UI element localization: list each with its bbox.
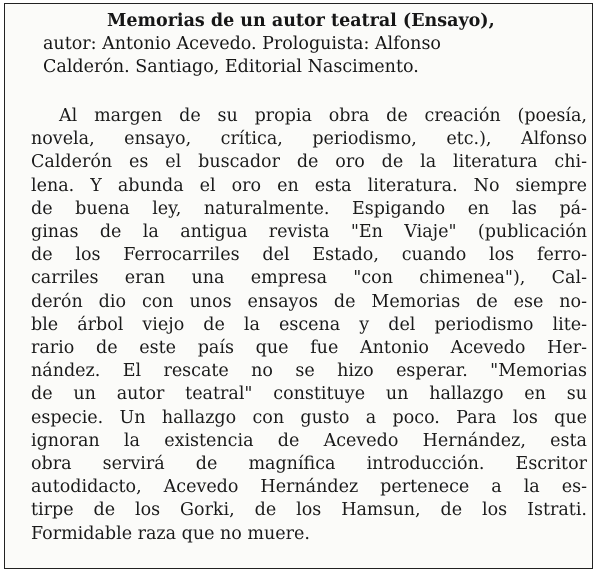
- review-line: de los Ferrocarriles del Estado, cuando los ferro-: [31, 245, 587, 266]
- review-line: ginas de la antigua revista "En Viaje" (publicación: [31, 222, 587, 243]
- review-line: ble árbol viejo de la escena y del periodismo lite-: [31, 314, 587, 335]
- review-line: Formidable raza que no muere.: [31, 523, 310, 544]
- review-line: carriles eran una empresa "con chimenea"), Cal-: [31, 268, 587, 289]
- review-line: de un autor teatral" constituye un hallazgo en su: [31, 384, 587, 405]
- review-line: especie. Un hallazgo con gusto a poco. Para los que: [31, 407, 587, 428]
- review-line: lena. Y abunda el oro en esta literatura. No siempre: [31, 175, 587, 196]
- review-line: derón dio con unos ensayos de Memorias de ese no-: [31, 291, 587, 312]
- review-body-text: [31, 105, 587, 546]
- book-publisher-line: Calderón. Santiago, Editorial Nascimento.: [43, 57, 419, 77]
- book-reference-header: [43, 10, 583, 79]
- review-line: Al margen de su propia obra de creación (poesía,: [59, 106, 587, 126]
- review-line: de buena ley, naturalmente. Espigando en las pá-: [31, 198, 587, 219]
- review-line: nández. El rescate no se hizo esperar. "Memorias: [31, 361, 587, 382]
- book-author-line: autor: Antonio Acevedo. Prologuista: Alfonso: [43, 34, 441, 54]
- review-line: Calderón es el buscador de oro de la literatura chi-: [31, 152, 587, 173]
- review-line: rario de este país que fue Antonio Acevedo Her-: [31, 338, 587, 359]
- newspaper-clipping: [4, 3, 593, 569]
- review-line: novela, ensayo, crítica, periodismo, etc.), Alfonso: [31, 129, 587, 150]
- review-line: tirpe de los Gorki, de los Hamsun, de los Istrati.: [31, 500, 587, 521]
- review-line: autodidacto, Acevedo Hernández pertenece a la es-: [31, 477, 587, 498]
- review-line: ignoran la existencia de Acevedo Hernández, esta: [31, 430, 587, 451]
- review-line: obra servirá de magnífica introducción. Escritor: [31, 454, 587, 475]
- book-title-line: Memorias de un autor teatral (Ensayo),: [107, 11, 495, 31]
